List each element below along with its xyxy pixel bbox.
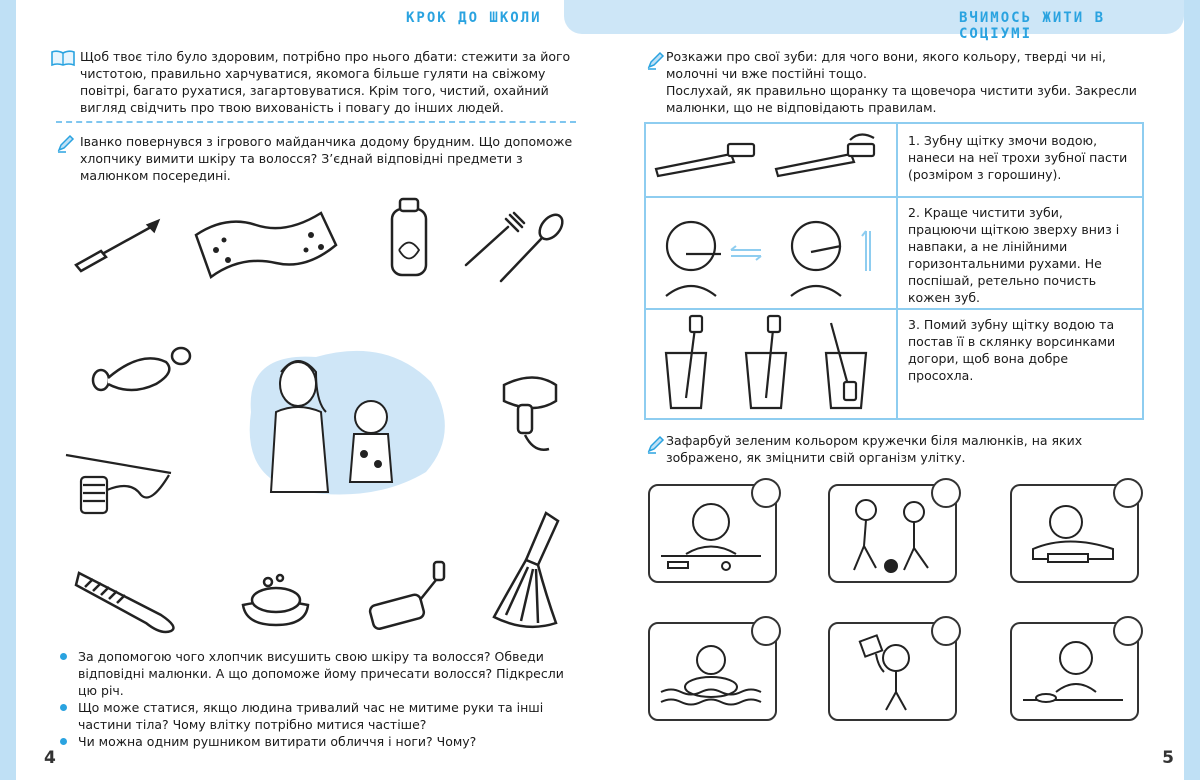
step-row [646,124,1142,198]
mother-child-picture [236,342,456,497]
step-row [646,196,1142,310]
right-header [564,0,1184,42]
soap-dish-picture [238,570,313,630]
step-3-pictures [646,308,898,418]
washcloth-picture [86,340,196,400]
brushing-steps-table [644,122,1144,420]
left-page [16,0,592,780]
step-1-pictures [646,124,898,196]
broom-picture [476,505,576,635]
shampoo-picture [384,195,434,280]
step-2-pictures [646,196,898,308]
step-1-text: 1. Зубну щітку змочи водою, нанеси на неї трохи зубної пасти (розміром з горошину). [908,133,1128,182]
towel-picture [186,205,346,280]
bullet-icon [60,653,67,660]
fork-spoon-picture [456,205,576,285]
left-page-edge [0,0,16,780]
picture-card-girl-resting [1010,484,1139,583]
picture-card-swimming [648,622,777,721]
right-page-edge [1184,0,1200,780]
left-header-title: КРОК ДО ШКОЛИ [406,10,542,26]
teeth-task-text: Розкажи про свої зуби: для чого вони, якого кольору, тверді чи ні, молочні чи вже постійні тощо. [666,49,1106,81]
pencil-icon [646,434,666,454]
page-number-left: 4 [44,748,56,768]
picture-card-playing-football [828,484,957,583]
bullet-icon [60,704,67,711]
intro-text: Щоб твоє тіло було здоровим, потрібно про нього дбати: стежити за його чистотою, правильно харчуватися, якомога більше гуляти на свіжому повітрі, багато рухатися, загартовуватися. Крім того, чистий, охайний вигляд свідчить про твою вихованість і повагу до інших людей. [80,49,571,115]
picture-card-pouring-water [828,622,957,721]
divider [56,121,576,123]
step-3-text: 3. Помий зубну щітку водою та постав її в склянку ворсинками догори, щоб вона добре просохла. [908,317,1116,383]
right-header-title: ВЧИМОСЬ ЖИТИ В СОЦІУМІ [959,10,1106,42]
task-text: Іванко повернувся з ігрового майданчика додому брудним. Що допоможе хлопчику вимити шкіру та волосся? З’єднай відповідні предмети з малюнком посередині. [80,134,573,183]
bullet-icon [60,738,67,745]
teeth-task-text-2: Послухай, як правильно щоранку та щовечора чистити зуби. Закресли малюнки, що не відповідають правилам. [666,83,1137,115]
question-item: За допомогою чого хлопчик висушить свою шкіру та волосся? Обведи відповідні малюнки. А що допоможе йому причесати волосся? Підкресли цю річ. [58,648,578,699]
summer-task-text: Зафарбуй зеленим кольором кружечки біля малюнків, на яких зображено, як зміцнити свій організм улітку. [666,433,1083,465]
pencil-icon [56,133,76,153]
question-item: Що може статися, якщо людина тривалий час не митиме руки та інші частини тіла? Чому влітку потрібно митися частіше? [58,699,578,733]
left-header [16,0,576,34]
book-icon [50,49,76,67]
right-page [604,0,1184,780]
step-row [646,308,1142,418]
picture-card-eating-sweets [648,484,777,583]
hairdryer-picture [494,365,574,460]
pencil-icon [646,50,666,70]
question-item: Чи можна одним рушником витирати обличчя і ноги? Чому? [58,733,578,750]
page-number-right: 5 [1162,748,1174,768]
picture-card-eating-food [1010,622,1139,721]
screwdriver-picture [66,215,166,275]
step-2-text: 2. Краще чистити зуби, працюючи щіткою зверху вниз і навпаки, а не лінійними горизонтальними рухами. Не поспішай, ретельно почисть кожен зуб. [908,205,1120,305]
needle-thread-picture [61,445,181,520]
questions-list [58,648,578,750]
paint-roller-picture [366,560,451,640]
comb-picture [71,565,186,635]
